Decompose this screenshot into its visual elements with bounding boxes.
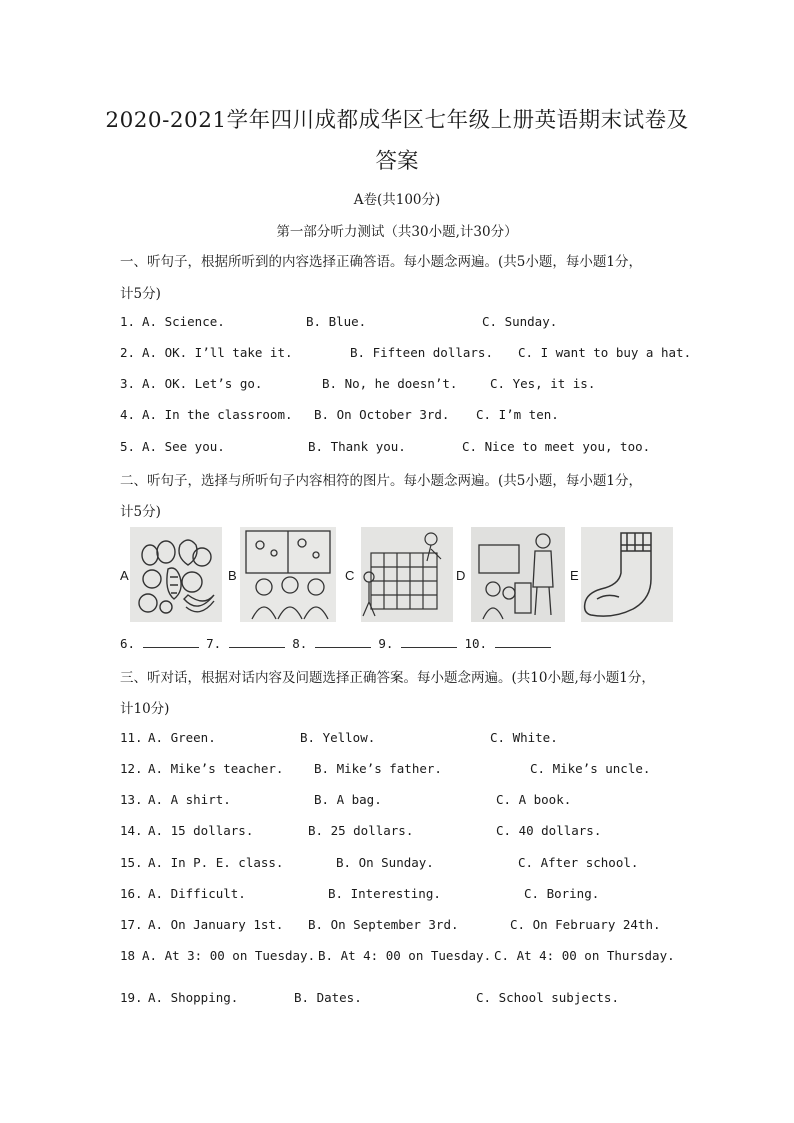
option-c: C. At 4: 00 on Thursday. (494, 948, 675, 963)
option-a: A. At 3: 00 on Tuesday. (142, 948, 316, 963)
option-c: C. White. (490, 730, 558, 745)
section1-instruction: 一、听句子，根据所听到的内容选择正确答语。每小题念两遍。(共5小题，每小题1分， (120, 254, 642, 270)
document-title-line2: 答案 (375, 149, 419, 174)
option-b: B. Mike’s father. (314, 761, 442, 776)
question-number: 14. (120, 823, 143, 838)
option-a: A. Shopping. (148, 990, 239, 1005)
option-a: A. Green. (148, 730, 216, 745)
option-c: C. After school. (518, 855, 639, 870)
picture-label-a: A (120, 568, 129, 583)
option-c: C. On February 24th. (510, 917, 661, 932)
option-b: B. On September 3rd. (308, 917, 459, 932)
option-a: A. 15 dollars. (148, 823, 254, 838)
question-number: 17. (120, 917, 143, 932)
option-c: C. I want to buy a hat. (518, 345, 692, 360)
question-number: 5. (120, 439, 136, 454)
calendar-picture-icon (361, 527, 453, 622)
option-b: B. Interesting. (328, 886, 441, 901)
answer-blank-10[interactable] (495, 635, 551, 648)
question-number: 16. (120, 886, 143, 901)
question-number: 15. (120, 855, 143, 870)
option-c: C. Boring. (524, 886, 600, 901)
fruits-picture-icon (130, 527, 222, 622)
section1-instruction-cont: 计5分) (120, 286, 161, 302)
option-c: C. Sunday. (482, 314, 558, 329)
question-number: 13. (120, 792, 143, 807)
question-number: 18 (120, 948, 136, 963)
option-b: B. Blue. (306, 314, 367, 329)
blank-number: 7. (206, 636, 222, 651)
answer-blank-6[interactable] (143, 635, 199, 648)
option-a: A. Difficult. (148, 886, 246, 901)
option-b: B. Yellow. (300, 730, 376, 745)
option-a: A. On January 1st. (148, 917, 284, 932)
question-number: 12. (120, 761, 143, 776)
option-a: A. Mike’s teacher. (148, 761, 284, 776)
option-a: A. OK. Let’s go. (142, 376, 263, 391)
question-number: 19. (120, 990, 143, 1005)
option-c: C. Yes, it is. (490, 376, 596, 391)
classroom-picture-icon (240, 527, 336, 622)
blank-number: 10. (464, 636, 488, 651)
section3-instruction: 三、听对话，根据对话内容及问题选择正确答案。每小题念两遍。(共10小题,每小题1分， (120, 670, 655, 686)
option-b: B. A bag. (314, 792, 382, 807)
option-b: B. On Sunday. (336, 855, 434, 870)
option-a: A. In the classroom. (142, 407, 293, 422)
option-b: B. Fifteen dollars. (350, 345, 493, 360)
section2-instruction-cont: 计5分) (120, 504, 161, 520)
option-a: A. Science. (142, 314, 225, 329)
blank-number: 9. (378, 636, 394, 651)
blank-number: 6. (120, 636, 136, 651)
option-c: C. A book. (496, 792, 572, 807)
section3-instruction-cont: 计10分) (120, 701, 170, 717)
option-a: A. In P. E. class. (148, 855, 284, 870)
option-b: B. At 4: 00 on Tuesday. (318, 948, 492, 963)
option-b: B. 25 dollars. (308, 823, 414, 838)
question-number: 1. (120, 314, 136, 329)
question-number: 4. (120, 407, 136, 422)
option-c: C. School subjects. (476, 990, 619, 1005)
option-b: B. No, he doesn’t. (322, 376, 458, 391)
picture-label-b: B (228, 568, 237, 583)
option-c: C. Mike’s uncle. (530, 761, 651, 776)
document-title-line1: 2020-2021学年四川成都成华区七年级上册英语期末试卷及 (105, 108, 689, 133)
option-a: A. OK. I’ll take it. (142, 345, 293, 360)
question-number: 11. (120, 730, 143, 745)
option-c: C. 40 dollars. (496, 823, 602, 838)
option-c: C. Nice to meet you, too. (462, 439, 651, 454)
option-a: A. A shirt. (148, 792, 231, 807)
option-b: B. Dates. (294, 990, 362, 1005)
teacher-picture-icon (471, 527, 565, 622)
answer-blank-7[interactable] (229, 635, 285, 648)
answer-blank-9[interactable] (401, 635, 457, 648)
question-number: 2. (120, 345, 136, 360)
picture-label-e: E (570, 568, 579, 583)
option-a: A. See you. (142, 439, 225, 454)
picture-label-d: D (456, 568, 466, 583)
section2-instruction: 二、听句子，选择与所听句子内容相符的图片。每小题念两遍。(共5小题，每小题1分， (120, 473, 642, 489)
sock-picture-icon (581, 527, 673, 622)
picture-label-c: C (345, 568, 355, 583)
question-number: 3. (120, 376, 136, 391)
answer-blanks (120, 635, 551, 651)
volume-heading: A卷(共100分) (353, 192, 441, 208)
blank-number: 8. (292, 636, 308, 651)
part-heading: 第一部分听力测试（共30小题,计30分） (276, 224, 518, 240)
option-c: C. I’m ten. (476, 407, 559, 422)
option-b: B. Thank you. (308, 439, 406, 454)
option-b: B. On October 3rd. (314, 407, 450, 422)
answer-blank-8[interactable] (315, 635, 371, 648)
